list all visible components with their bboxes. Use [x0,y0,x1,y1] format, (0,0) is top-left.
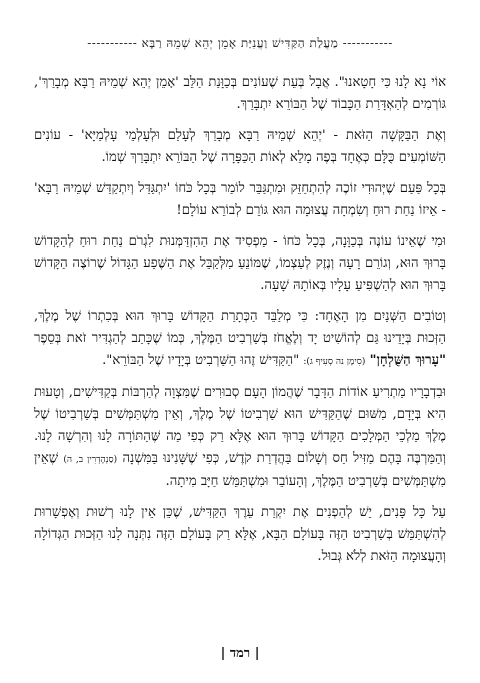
paragraph-6-text: וּבִדְבָרָיו מַתְרִיעַ אוֹדוֹת הַדָּבָר שֶׁהֲמוֹן הָעָם סְבוּרִים שֶׁמִּצְוָה לְהַרְבּוֹת בְּקַדִּישִׁים, וְטָעוּת הִיא בְּיָדָם, מִשּׁוּם שֶׁהַקַּדִּישׁ הוּא שַׁרְבִיטוֹ שֶׁל מֶלֶךְ, וְאֵין מִשְׁתַּמְּשִׁים בְּשַׁרְבִיטוֹ שֶׁל מֶלֶךְ מַלְכֵי הַמְּלָכִים הַקָּדוֹשׁ בָּרוּךְ הוּא אֶלָּא רַק כְּפִי מַה שֶּׁהַתּוֹרָה לָנוּ וְהִרְשָׁה לָנוּ. וְהַמַּרְבֶּה בָּהֶם מַזִּיל חַס וְשָׁלוֹם בַּהֲדְרַת קֹדֶשׁ, כְּפִי שֶׁשָּׁנִינוּ בַּמִּשְׁנָה [34,385,447,466]
paragraph-2: וְאֶת הַבַּקָּשָׁה הַזֹּאת - 'יְהֵא שְׁמֵיהּ רַבָּא מְבָרַךְ לְעָלַם וּלְעָלְמֵי עָלְמַיָּא' - עוֹנִים הַשּׁוֹמְעִים כֻּלָּם כְּאֶחָד בְּפֶה מָלֵא לְאוֹת הַכַּפָּרָה שֶׁל הַבּוֹרֵא יִתְבָּרַךְ שְׁמוֹ. [34,128,446,165]
page-number: | רמד | [220,646,260,661]
paragraph-7: עַל כָּל פָּנִים, יֵשׁ לְהַפְנִים אֶת יִקְרַת עֵרֶךְ הַקַּדִּישׁ, שֶׁכֵּן אֵין לָנוּ רְשׁוּת וְאֶפְשָׁרוּת לְהִשְׁתַּמֵּשׁ בְּשַׁרְבִיט הַזֶּה בָּעוֹלָם הַבָּא, אֶלָּא רַק בָּעוֹלָם הַזֶּה נִתְּנָה לָנוּ הַזְּכוּת הַגְּדוֹלָה וְהָעֲצוּמָה הַזֹּאת לְלֹא גְּבוּל. [34,505,446,564]
paragraph-6-end: שֶׁאֵין מִשְׁתַּמְּשִׁים בְּשַׁרְבִיט הַמֶּלֶךְ, וְהָעוֹבֵר וּמִשְׁתַּמֵּשׁ חַיָּב מִיתָה. [34,451,446,489]
citation-source: (סִימָן נה סְעִיף ג): [303,357,366,367]
paragraph-4: וּמִי שֶׁאֵינוֹ עוֹנֶה בְּכַוָּנָה, בְּכָל כֹּחוֹ - מַפְסִיד אֶת הַהִזְדַּמְּנוּת לִגְרֹם נַחַת רוּחַ לְהַקָּדוֹשׁ בָּרוּךְ הוּא, וְגוֹרֵם רָעָה וְנֶזֶק לְעַצְמוֹ, שֶׁמּוֹנֵעַ מִלְּקַבֵּל אֶת הַשֶּׁפַע הַגָּדוֹל שֶׁרוֹצֶה הַקָּדוֹשׁ בָּרוּךְ הוּא לְהַשְׁפִּיעַ עָלָיו בְּאוֹתָהּ שָׁעָה. [34,234,446,293]
quotation: "הַקַּדִּישׁ זֶהוּ הַשַּׁרְבִיט בְּיָדָיו שֶׁל הַבּוֹרֵא". [102,353,304,368]
paragraph-3: בְּכָל פַּעַם שֶׁיְּהוּדִי זוֹכֶה לְהִתְחַזֵּק וּמִתְגַּבֵּר לוֹמַר בְּכָל כֹּחוֹ 'יִתְגַּדַּל וְיִתְקַדַּשׁ שְׁמֵיהּ רַבָּא' - אֵיזוֹ נַחַת רוּחַ וְשִׂמְחָה עֲצוּמָה הוּא גּוֹרֵם לְבוֹרֵא עוֹלָם! [34,181,446,218]
mishna-citation: (סַנְהֶדְרִין ב, ה) [63,455,118,465]
paragraph-5 [34,306,446,373]
paragraph-5-text: וְטוֹבִים הַשְּׁנַיִם מִן הָאֶחָד: כִּי מְלַבֵּד הַכְּתָרַת הַקָּדוֹשׁ בָּרוּךְ הוּא בְּכִתְרוֹ שֶׁל מֶלֶךְ, הַזְּכוּת בְּיָדֵינוּ גַּם לְהוֹשִׁיט יָד וְלֶאֱחֹז בְּשַׁרְבִיט הַמֶּלֶךְ, [34,309,446,346]
paragraph-6 [34,382,446,493]
book-title: "עָרוּךְ הַשֻּׁלְחָן" [369,353,446,368]
paragraph-5-lead: כְּמוֹ שֶׁכָּתַב לְהַגְדִּיר זֹאת בְּסֵפֶר [34,331,185,346]
paragraph-1: אוֹי נָא לָנוּ כִּי חָטָאנוּ". אֲבָל בְּעֵת שֶׁעוֹנִים בְּכַוָּנַת הַלֵּב 'אָמֵן יְהֵא שְׁמֵיהּ רַבָּא מְבָרַךְ', גּוֹרְמִים לְהַאְדָּרַת הַכָּבוֹד שֶׁל הַבּוֹרֵא יִתְבָּרַךְ. [34,75,446,112]
running-head: ----------- מַעֲלַת הַקַּדִּישׁ וַעֲנִיַּת אָמֵן יְהֵא שְׁמֵהּ רַבָּא ----------- [87,36,393,50]
page-body [34,72,446,577]
